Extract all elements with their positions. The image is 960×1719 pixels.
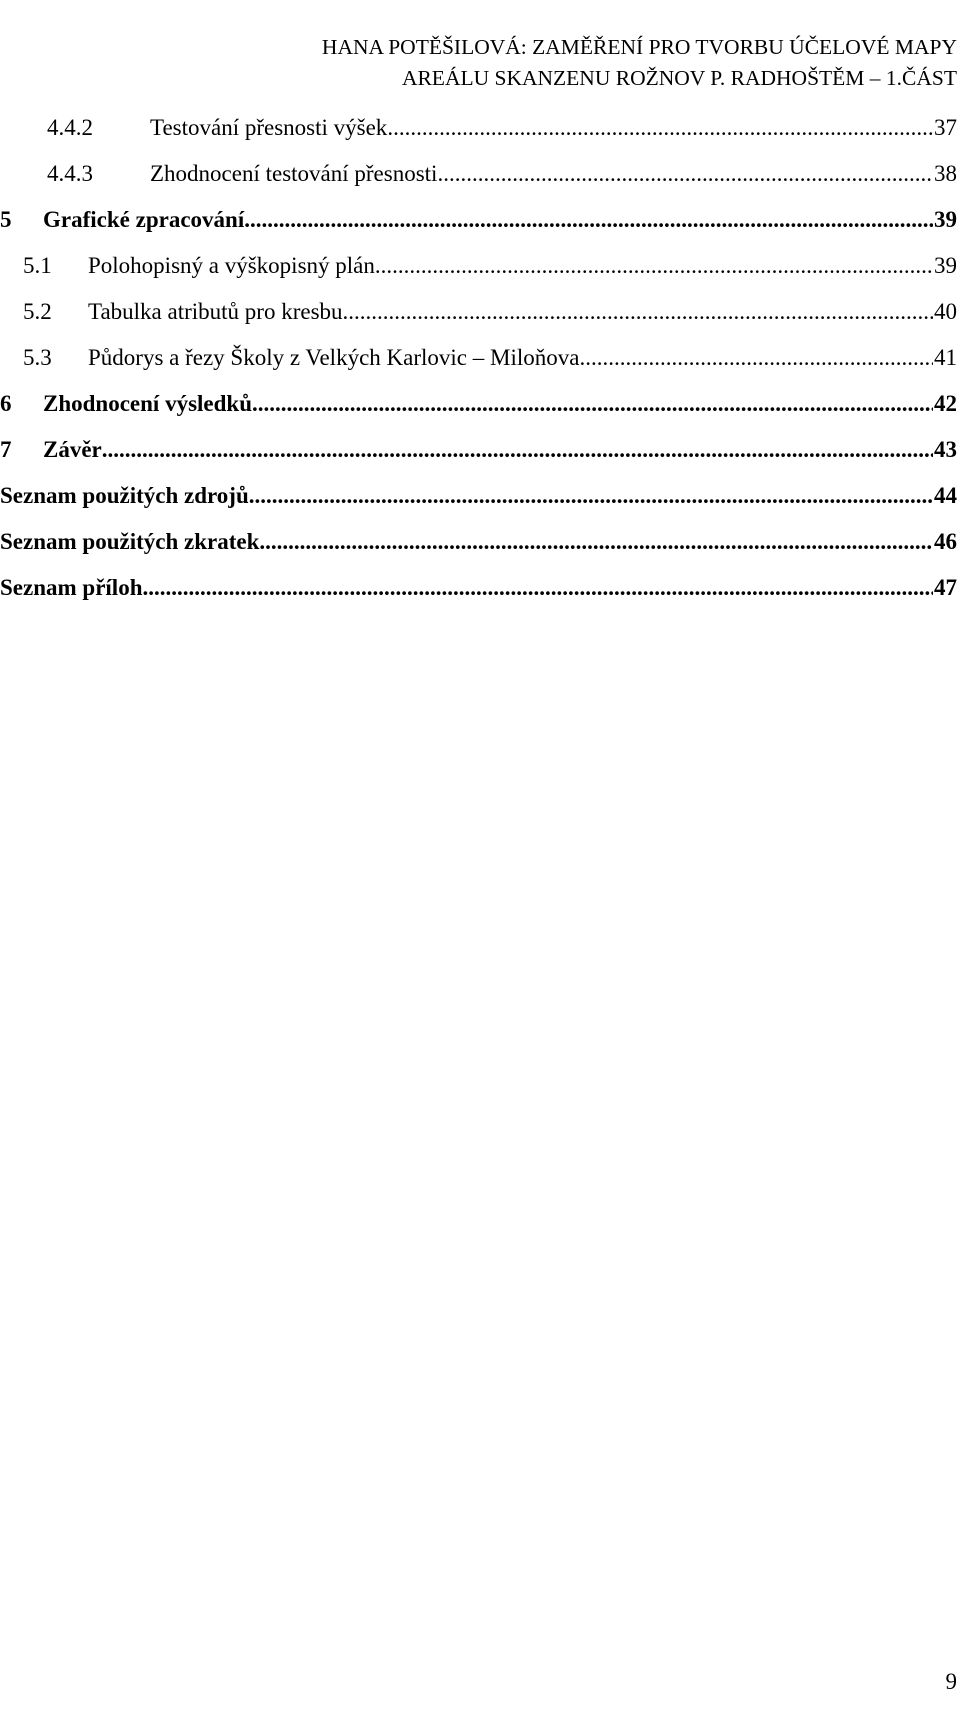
- toc-entry-title: Půdorys a řezy Školy z Velkých Karlovic – Miloňova: [88, 345, 580, 370]
- toc-entry-page: 47: [934, 575, 957, 600]
- toc-dot-leader: [249, 483, 933, 509]
- toc-entry-title: Testování přesnosti výšek: [150, 115, 388, 140]
- toc-entry-page: 43: [934, 437, 957, 462]
- toc-entry-page: 39: [934, 207, 957, 232]
- toc-entry-page: 41: [934, 345, 957, 370]
- running-header: [322, 32, 957, 94]
- toc-entry-page: 44: [934, 483, 957, 508]
- toc-entry-page: 46: [934, 529, 957, 554]
- toc-entry[interactable]: [0, 483, 957, 529]
- toc-dot-leader: [252, 391, 933, 417]
- toc-dot-leader: [259, 529, 933, 555]
- toc-entry[interactable]: [0, 161, 957, 207]
- toc-entry-title: Zhodnocení výsledků: [43, 391, 252, 416]
- toc-entry[interactable]: [0, 437, 957, 483]
- header-line-1: HANA POTĚŠILOVÁ: ZAMĚŘENÍ PRO TVORBU ÚČELOVÉ MAPY: [321, 35, 957, 59]
- toc-entry-title: Polohopisný a výškopisný plán: [88, 253, 375, 278]
- toc-entry-number: 5.2: [23, 299, 52, 324]
- toc-dot-leader: [375, 253, 933, 279]
- page-number: 9: [945, 1669, 957, 1694]
- toc-entry-number: 5: [0, 207, 12, 232]
- toc-entry-title: Tabulka atributů pro kresbu: [88, 299, 343, 324]
- toc-entry-number: 4.4.3: [47, 161, 93, 186]
- header-line-2: AREÁLU SKANZENU ROŽNOV P. RADHOŠTĚM – 1.ČÁST: [401, 66, 957, 90]
- toc-entry-page: 42: [934, 391, 957, 416]
- toc-entry-title: Závěr: [43, 437, 102, 462]
- toc-entry-number: 5.1: [23, 253, 52, 278]
- toc-dot-leader: [579, 345, 933, 371]
- toc-entry-number: 4.4.2: [47, 115, 93, 140]
- toc-dot-leader: [437, 161, 933, 187]
- toc-entry-title: Seznam použitých zdrojů: [0, 483, 249, 508]
- toc-entry-page: 39: [934, 253, 957, 278]
- toc-entry-page: 38: [934, 161, 957, 186]
- toc-entry[interactable]: [0, 207, 957, 253]
- toc-entry-title: Seznam použitých zkratek: [0, 529, 260, 554]
- toc-entry-number: 6: [0, 391, 12, 416]
- toc-entry-title: Seznam příloh: [0, 575, 143, 600]
- toc-entry[interactable]: [0, 253, 957, 299]
- toc-entry[interactable]: [0, 345, 957, 391]
- toc-dot-leader: [244, 207, 933, 233]
- table-of-contents: [0, 115, 957, 621]
- toc-entry[interactable]: [0, 391, 957, 437]
- toc-entry-number: 5.3: [23, 345, 52, 370]
- toc-entry[interactable]: [0, 115, 957, 161]
- toc-dot-leader: [343, 299, 933, 325]
- toc-entry[interactable]: [0, 575, 957, 621]
- toc-entry-title: Zhodnocení testování přesnosti: [150, 161, 438, 186]
- toc-dot-leader: [387, 115, 933, 141]
- toc-entry[interactable]: [0, 529, 957, 575]
- toc-dot-leader: [102, 437, 933, 463]
- toc-dot-leader: [142, 575, 933, 601]
- toc-entry-page: 37: [934, 115, 957, 140]
- toc-entry-number: 7: [0, 437, 12, 462]
- toc-entry-title: Grafické zpracování: [43, 207, 245, 232]
- toc-entry-page: 40: [934, 299, 957, 324]
- toc-entry[interactable]: [0, 299, 957, 345]
